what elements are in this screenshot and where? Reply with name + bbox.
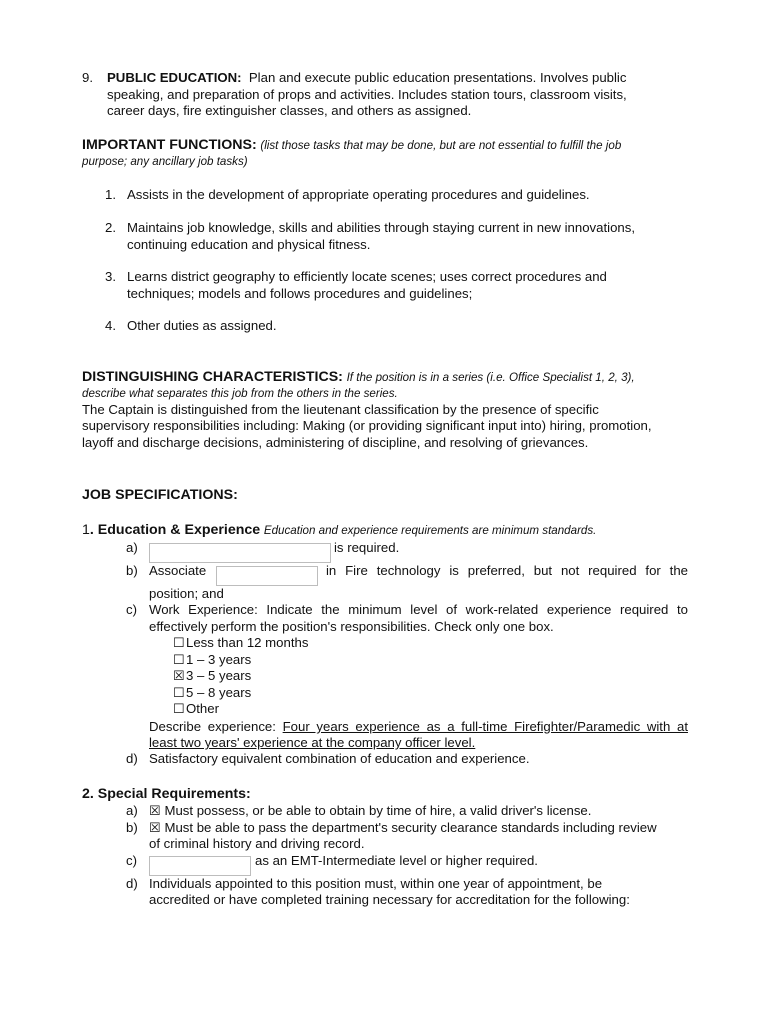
important-item-4-number: 4. [105,318,116,333]
certification-field[interactable] [149,856,251,876]
experience-option-3-5-years[interactable] [173,668,251,685]
edu-c-label: c) [126,602,137,617]
special-a-label: a) [126,803,138,818]
important-item-2-number: 2. [105,220,116,235]
important-item-1-number: 1. [105,187,116,202]
experience-option-1-3-years[interactable] [173,652,251,669]
item-9-title: PUBLIC EDUCATION: [107,70,242,85]
important-item-1-text: Assists in the development of appropriate operating procedures and guidelines. [127,187,590,202]
distinguishing-note-1: If the position is in a series (i.e. Office Specialist 1, 2, 3), [346,371,635,384]
education-experience-note: Education and experience requirements are minimum standards. [263,524,597,537]
important-item-2-text-1: Maintains job knowledge, skills and abilities through staying current in new innovations, [127,220,636,235]
important-functions-note-2: purpose; any ancillary job tasks) [82,155,248,168]
important-item-3-text-2: techniques; models and follows procedures and guidelines; [127,286,473,301]
checked-checkbox-icon[interactable]: ☒ [173,668,185,683]
education-experience-heading-line [82,522,596,540]
special-d-label: d) [126,876,138,891]
checkbox-icon[interactable]: ☐ [173,652,185,667]
edu-b-post: in Fire technology is preferred, but not required for the [326,563,688,578]
item-9-line-3: career days, fire extinguisher classes, and others as assigned. [107,103,472,118]
checkbox-icon[interactable]: ☐ [173,685,185,700]
distinguishing-body-1: The Captain is distinguished from the lieutenant classification by the presence of specific [82,402,599,417]
edu-b-line-2: position; and [149,586,224,601]
important-functions-heading: IMPORTANT FUNCTIONS: [82,137,257,153]
important-item-4-text: Other duties as assigned. [127,318,277,333]
item-9-text-1: Plan and execute public education presentations. Involves public [248,70,627,85]
special-c-text: as an EMT-Intermediate level or higher required. [255,853,538,868]
edu-d-text: Satisfactory equivalent combination of education and experience. [149,751,530,766]
special-d-line-2: accredited or have completed training necessary for accreditation for the following: [149,892,630,907]
education-experience-title: . Education & Experience [89,522,261,538]
describe-experience-line-1 [149,719,688,736]
special-requirements-heading: 2. Special Requirements: [82,786,251,802]
important-functions-note-1: (list those tasks that may be done, but are not essential to fulfill the job [260,139,622,152]
experience-option-less-than-12-months[interactable] [173,635,308,652]
special-d-line-1: Individuals appointed to this position must, within one year of appointment, be [149,876,603,891]
describe-experience-text-1: Four years experience as a full-time Firefighter/Paramedic with at [282,719,688,734]
distinguishing-note-2: describe what separates this job from the others in the series. [82,387,398,400]
edu-c-line-1: Work Experience: Indicate the minimum level of work-related experience required to [149,602,688,617]
special-b-line-1: ☒ Must be able to pass the department's security clearance standards including review [149,820,657,835]
option-label: 3 – 5 years [186,668,252,683]
experience-option-5-8-years[interactable] [173,685,251,702]
option-label: 5 – 8 years [186,685,252,700]
item-9-line-2: speaking, and preparation of props and activities. Includes station tours, classroom visits, [107,87,627,102]
distinguishing-body-3: layoff and discharge decisions, administering of discipline, and resolving of grievances. [82,435,589,450]
special-b-label: b) [126,820,138,835]
distinguishing-body-2: supervisory responsibilities including: Making (or providing significant input into) hiring, promotion, [82,418,652,433]
checkbox-icon[interactable]: ☐ [173,701,185,716]
important-item-2-text-2: continuing education and physical fitness. [127,237,371,252]
edu-a-text: is required. [334,540,400,555]
edu-b-pre: Associate [149,563,207,578]
edu-d-label: d) [126,751,138,766]
option-label: 1 – 3 years [186,652,252,667]
special-b-line-2: of criminal history and driving record. [149,836,365,851]
edu-c-line-2: effectively perform the position's responsibilities. Check only one box. [149,619,554,634]
experience-option-other[interactable] [173,701,219,718]
distinguishing-heading: DISTINGUISHING CHARACTERISTICS: [82,369,343,385]
item-9-line-1 [107,70,626,87]
edu-a-label: a) [126,540,138,555]
special-a-text: ☒ Must possess, or be able to obtain by time of hire, a valid driver's license. [149,803,592,818]
edu-b-label: b) [126,563,138,578]
associate-degree-field[interactable] [216,566,318,586]
option-label: Less than 12 months [186,635,309,650]
education-number: 1 [82,522,90,538]
important-functions-heading-line [82,137,621,155]
item-9-number: 9. [82,70,93,85]
describe-experience-label: Describe experience: [149,719,276,734]
option-label: Other [186,701,219,716]
job-specifications-heading: JOB SPECIFICATIONS: [82,487,238,503]
checkbox-icon[interactable]: ☐ [173,635,185,650]
degree-level-field[interactable] [149,543,331,563]
important-item-3-number: 3. [105,269,116,284]
special-c-label: c) [126,853,137,868]
distinguishing-heading-line [82,369,635,387]
describe-experience-text-2: least two years' experience at the company officer level. [149,735,476,750]
important-item-3-text-1: Learns district geography to efficiently locate scenes; uses correct procedures and [127,269,607,284]
